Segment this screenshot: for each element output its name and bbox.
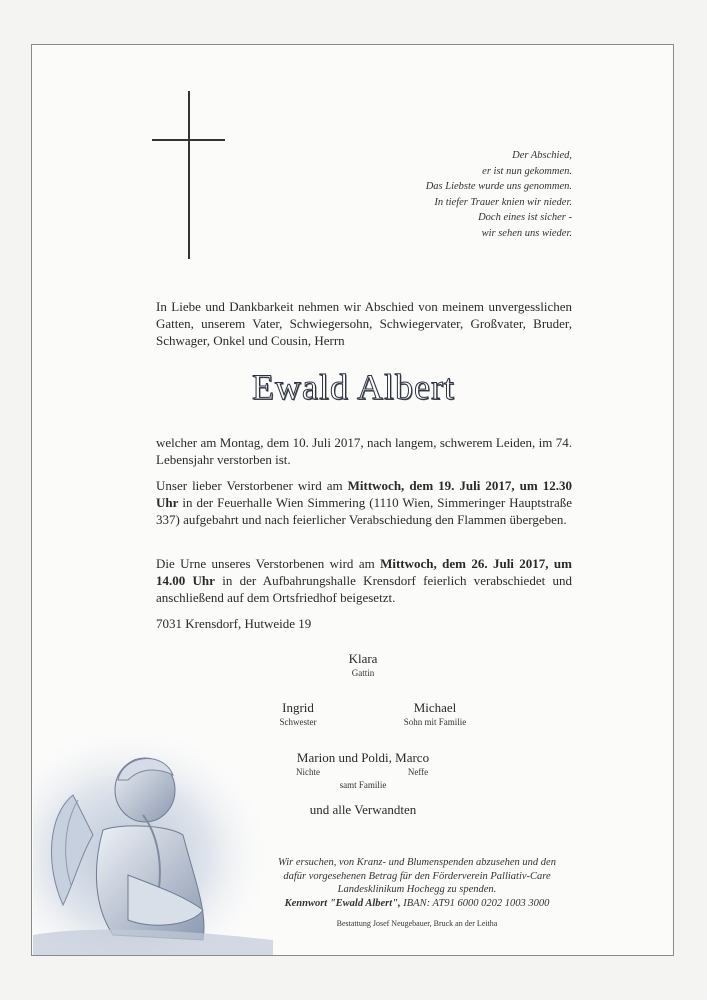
- mourner-role: Schwester: [279, 717, 317, 727]
- mourner-name: Michael: [413, 700, 457, 715]
- viewing-pre: Unser lieber Verstorbener wird am: [156, 478, 348, 493]
- mourner-nichte: [283, 766, 333, 778]
- viewing-post: in der Feuerhalle Wien Simmering (1110 Wien, Simmeringer Hauptstraße 337) aufgebahrt und nach feierlicher Verabschiedung den Flammen übergeben.: [156, 495, 572, 527]
- poem-line: Das Liebste wurde uns genommen.: [425, 181, 572, 192]
- death-text: welcher am Montag, dem 10. Juli 2017, nach langem, schwerem Leiden, im 74. Lebensjahr verstorben ist.: [156, 435, 572, 467]
- viewing-date: Mittwoch, dem 19. Juli 2017, um 12.30 Uhr: [156, 478, 572, 510]
- undertaker: Bestattung Josef Neugebauer, Bruck an der Leitha: [336, 919, 498, 928]
- poem-line: wir sehen uns wieder.: [481, 227, 572, 239]
- urn-pre: Die Urne unseres Verstorbenen wird am: [156, 556, 381, 571]
- poem-line: Doch eines ist sicher -: [478, 212, 572, 223]
- urn-date: Mittwoch, dem 26. Juli 2017, um 14.00 Uhr: [156, 556, 572, 588]
- mourner-role: Gattin: [351, 668, 375, 678]
- mourner-michael: [375, 700, 495, 728]
- poem-line: In tiefer Trauer knien wir nieder.: [434, 196, 572, 208]
- mourner-samt-familie: [323, 779, 403, 791]
- poem-line: Der Abschied,: [512, 150, 572, 161]
- mourner-role: Nichte: [296, 767, 320, 777]
- donation-iban: IBAN: AT91 6000 0202 1003 3000: [400, 897, 550, 909]
- donation-keyword: Kennwort "Ewald Albert",: [284, 897, 401, 909]
- mourner-role: Sohn mit Familie: [403, 717, 467, 727]
- donation-note: [250, 856, 584, 910]
- poem-line: er ist nun gekommen.: [482, 165, 572, 177]
- mourner-marion-poldi-marco: [263, 750, 463, 766]
- mourner-name: Ingrid: [282, 700, 314, 715]
- deceased-name: Ewald Albert: [252, 367, 455, 407]
- poem: [426, 148, 572, 241]
- mourner-klara: [303, 651, 423, 679]
- viewing-text: [156, 477, 572, 528]
- donation-line: Landesklinikum Hochegg zu spenden.: [337, 884, 497, 895]
- urn-post: in der Aufbahrungshalle Krensdorf feierlich verabschiedet und anschließend auf dem Ortsfriedhof beigesetzt.: [156, 573, 572, 605]
- cross-horizontal: [152, 139, 225, 141]
- mourner-role: samt Familie: [339, 780, 387, 790]
- address: 7031 Krensdorf, Hutweide 19: [156, 616, 312, 631]
- mourner-name: Klara: [348, 651, 378, 666]
- donation-line: Wir ersuchen, von Kranz- und Blumenspenden abzusehen und den: [278, 857, 556, 868]
- intro-text: In Liebe und Dankbarkeit nehmen wir Abschied von meinem unvergesslichen Gatten, unserem Vater, Schwiegersohn, Schwiegervater, Großvater, Bruder, Schwager, Onkel und Cousin, Herrn: [156, 299, 572, 348]
- mourner-neffe: [393, 766, 443, 778]
- mourner-ingrid: [238, 700, 358, 728]
- angel-statue-image: [33, 735, 273, 955]
- mourner-name: Marion und Poldi, Marco: [296, 750, 430, 765]
- mourner-role: Neffe: [407, 767, 429, 777]
- cross-vertical: [188, 91, 190, 259]
- donation-keyword-line: [250, 897, 584, 911]
- donation-line: dafür vorgesehenen Betrag für den Förderverein Palliativ-Care: [283, 870, 551, 882]
- urn-text: [156, 555, 572, 606]
- mourner-name: und alle Verwandten: [309, 802, 417, 817]
- mourner-relatives: [263, 802, 463, 818]
